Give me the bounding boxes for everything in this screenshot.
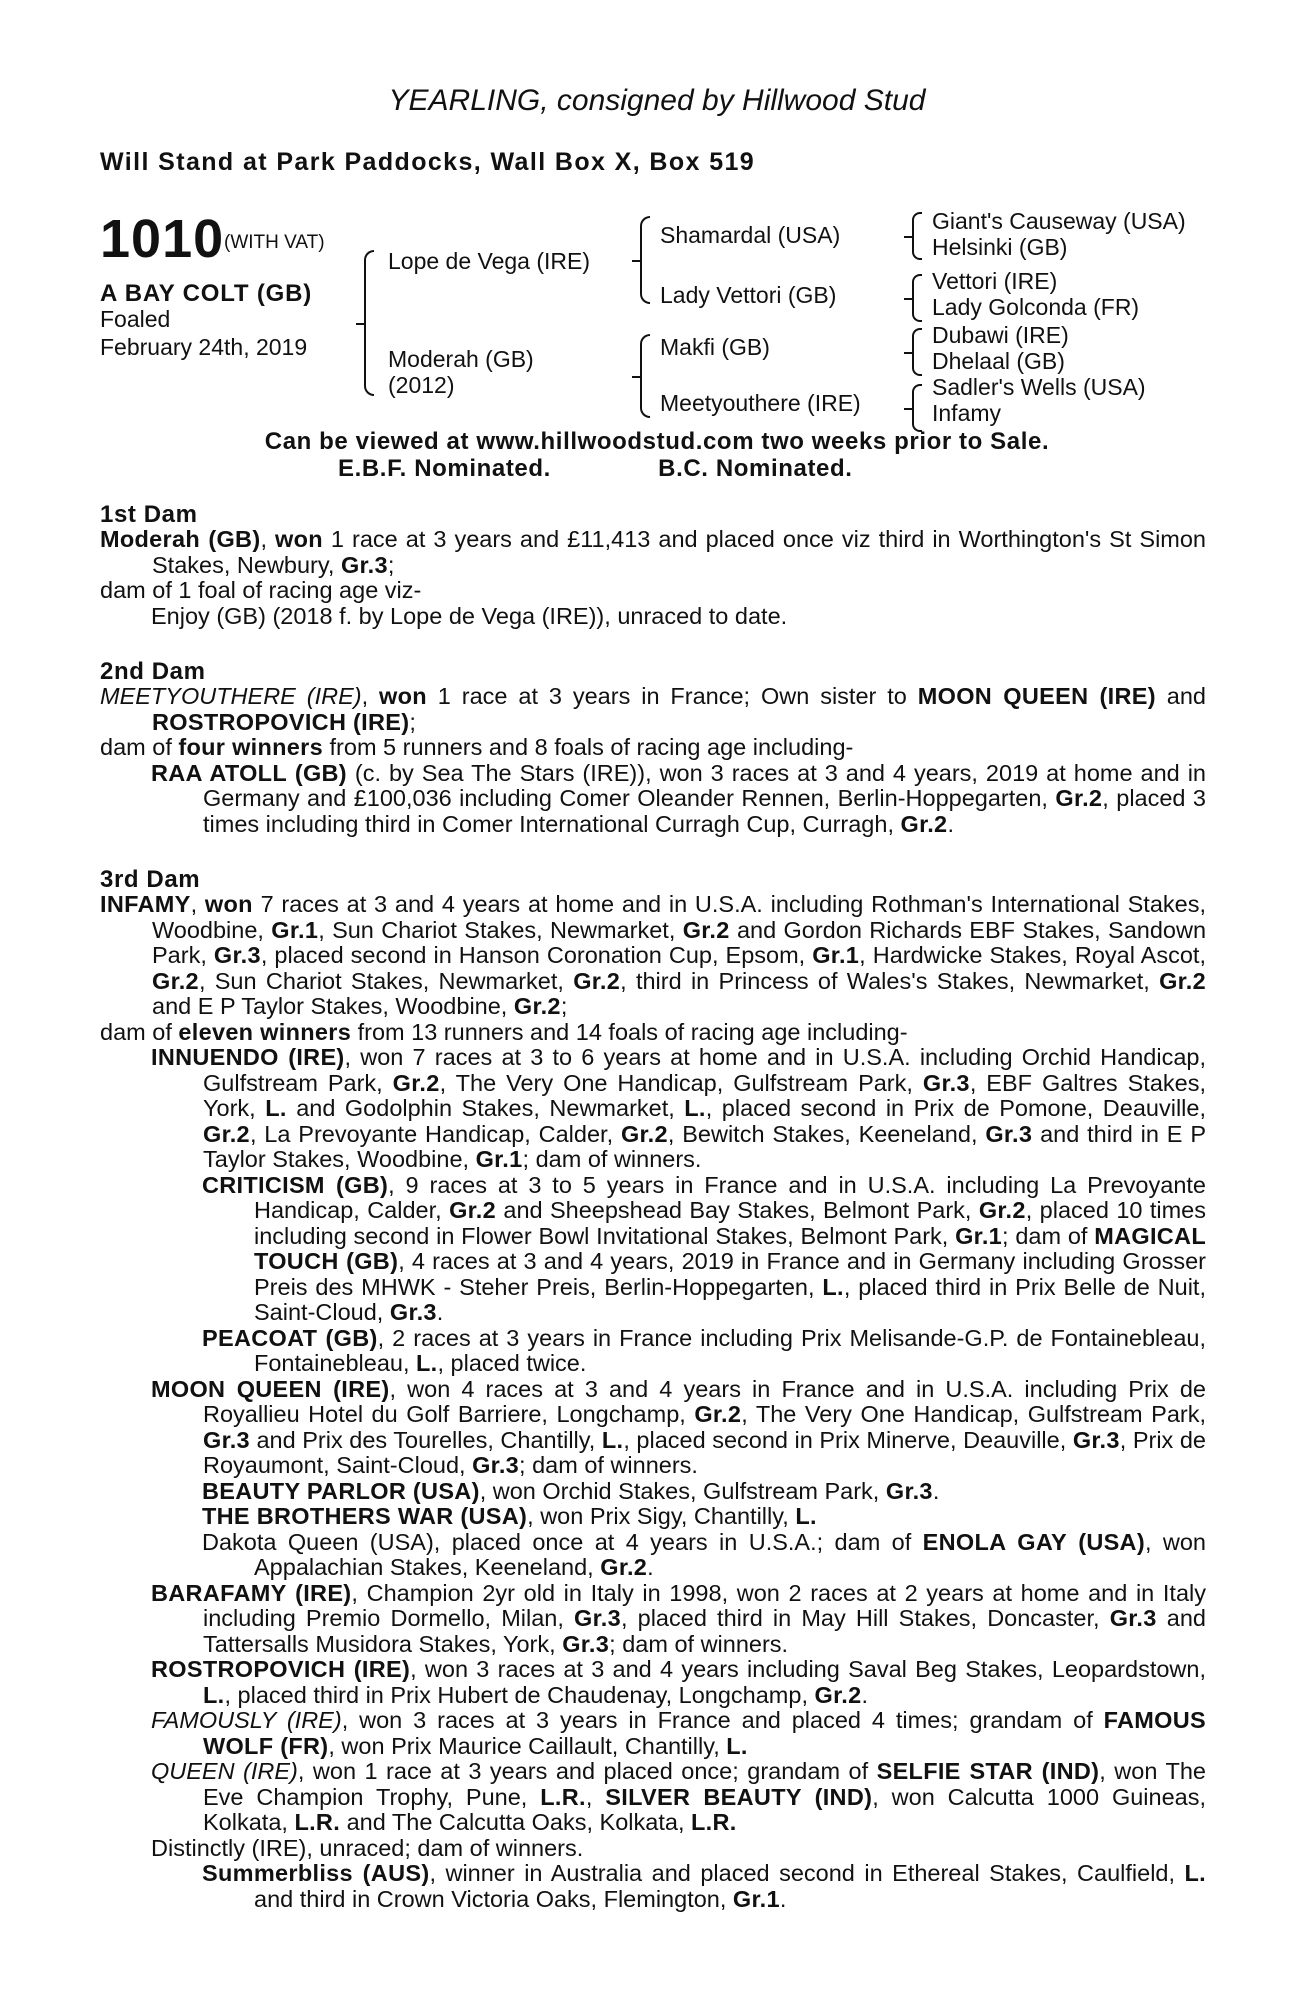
text-run: Dakota Queen (USA), placed once at 4 years in U.S.A.; dam of bbox=[202, 1528, 923, 1555]
bold-text: Gr.2 bbox=[900, 810, 948, 837]
text-run: , Sun Chariot Stakes, Newmarket, bbox=[318, 916, 683, 943]
pedigree-dam-dam: Meetyouthere (IRE) bbox=[660, 390, 861, 416]
pedigree-ggp-2: Helsinki (GB) bbox=[932, 234, 1068, 260]
bold-text: THE BROTHERS WAR (USA) bbox=[202, 1503, 528, 1529]
bold-text: MOON QUEEN (IRE) bbox=[151, 1375, 390, 1402]
text-run: , placed third in Prix Belle de Nuit, Saint-Cloud, bbox=[254, 1273, 1206, 1325]
text-run: ; dam of winners. bbox=[522, 1146, 702, 1172]
pedigree-ggp-5: Dubawi (IRE) bbox=[932, 322, 1069, 348]
bold-text: Gr.3 bbox=[922, 1069, 970, 1096]
text-run: 7 races at 3 and 4 years at home and in U.S.A. including Rothman's International Stakes, Woodbine, bbox=[152, 891, 1207, 943]
text-run: from 5 runners and 8 foals of racing age including- bbox=[323, 734, 854, 760]
text-run: and Prix des Tourelles, Chantilly, bbox=[249, 1426, 602, 1453]
bold-text: Gr.2 bbox=[513, 993, 561, 1019]
bold-text: ENOLA GAY (USA) bbox=[922, 1528, 1145, 1555]
bold-text: Gr.2 bbox=[152, 967, 199, 994]
pedigree-ggp-4: Lady Golconda (FR) bbox=[932, 294, 1140, 320]
text-run: , won Orchid Stakes, Gulfstream Park, bbox=[479, 1477, 886, 1504]
bold-text: Gr.1 bbox=[271, 916, 319, 943]
text-run: Enjoy (GB) (2018 f. by Lope de Vega (IRE)), unraced to date. bbox=[151, 602, 788, 629]
bold-text: INNUENDO (IRE) bbox=[151, 1044, 345, 1070]
text-run: dam of bbox=[100, 1018, 179, 1045]
pedigree-sire-sire: Shamardal (USA) bbox=[660, 222, 841, 248]
bold-text: L. bbox=[726, 1732, 748, 1759]
pedigree-paragraph bbox=[100, 1020, 1206, 1046]
bold-text: Gr.2 bbox=[203, 1120, 250, 1147]
pedigree-sire: Lope de Vega (IRE) bbox=[388, 248, 591, 274]
text-run: , won 3 races at 3 years in France and placed 4 times; grandam of bbox=[341, 1707, 1104, 1733]
text-run: . bbox=[861, 1681, 868, 1708]
text-run: and Gordon Richards EBF Stakes, Sandown Park, bbox=[152, 916, 1207, 968]
pedigree-sire-dam: Lady Vettori (GB) bbox=[660, 282, 837, 308]
bold-text: FAMOUS WOLF (FR) bbox=[203, 1707, 1206, 1759]
bc-nomination: B.C. Nominated. bbox=[658, 455, 853, 482]
text-run: , bbox=[585, 1783, 606, 1810]
bold-text: L. bbox=[416, 1350, 438, 1376]
bold-text: L. bbox=[203, 1681, 225, 1708]
pedigree-brace-sire bbox=[640, 216, 650, 304]
text-run: , 4 races at 3 and 4 years, 2019 in France and in Germany including Grosser Preis des MHWK - Steher Preis, Berlin-Hoppegarten, bbox=[254, 1248, 1206, 1300]
pedigree-paragraph bbox=[100, 1836, 1206, 1862]
bold-text: Gr.2 bbox=[1159, 967, 1206, 994]
bold-text: CRITICISM (GB) bbox=[202, 1171, 389, 1198]
bold-text: four winners bbox=[178, 734, 323, 760]
text-run: , 2 races at 3 years in France including Prix Melisande-G.P. de Fontainebleau, Fontainebleau, bbox=[254, 1324, 1207, 1376]
pedigree-brace-main bbox=[364, 250, 374, 396]
text-run: . bbox=[436, 1299, 444, 1325]
text-run: and Tattersalls Musidora Stakes, York, bbox=[203, 1605, 1206, 1657]
text-run: ; dam of bbox=[1002, 1222, 1095, 1249]
bold-text: won bbox=[275, 526, 323, 552]
pedigree-paragraph bbox=[100, 1479, 1206, 1505]
pedigree-paragraph bbox=[100, 1708, 1206, 1759]
bold-text: Gr.3 bbox=[203, 1426, 250, 1453]
bold-text: won bbox=[379, 683, 427, 709]
text-run: ; bbox=[409, 708, 416, 735]
text-run: , placed 3 times including third in Comer International Curragh Cup, Curragh, bbox=[203, 785, 1206, 837]
dam-section-title: 1st Dam bbox=[100, 501, 198, 528]
text-run: (c. by Sea The Stars (IRE)), won 3 races at 3 and 4 years, 2019 at home and in Germany and £100,036 including Comer Oleander Rennen, Berlin-Hoppegarten, bbox=[203, 759, 1206, 811]
lot-number: 1010 bbox=[100, 209, 225, 269]
pedigree-paragraph bbox=[100, 1861, 1206, 1912]
consignor-line: YEARLING, consigned by Hillwood Stud bbox=[388, 84, 926, 117]
text-run: , placed twice. bbox=[437, 1350, 587, 1376]
bold-text: eleven winners bbox=[178, 1018, 352, 1045]
text-run: , third in Princess of Wales's Stakes, Newmarket, bbox=[620, 967, 1160, 994]
bold-text: Gr.1 bbox=[732, 1885, 780, 1912]
pedigree-dam-year: (2012) bbox=[388, 372, 455, 398]
pedigree-ggp-1: Giant's Causeway (USA) bbox=[932, 208, 1186, 234]
bold-text: ROSTROPOVICH (IRE) bbox=[151, 1656, 411, 1682]
bold-text: SELFIE STAR (IND) bbox=[876, 1758, 1100, 1784]
foaled-label: Foaled bbox=[100, 306, 171, 332]
pedigree-paragraph bbox=[100, 1581, 1206, 1658]
text-run: and third in E P Taylor Stakes, Woodbine, bbox=[203, 1120, 1206, 1172]
text-run: dam of 1 foal of racing age viz- bbox=[100, 577, 422, 603]
bold-text: Gr.1 bbox=[812, 942, 860, 968]
text-run: , bbox=[190, 891, 205, 917]
text-run: , placed second in Prix Minerve, Deauville, bbox=[623, 1426, 1073, 1453]
dam-section-title: 3rd Dam bbox=[100, 866, 201, 893]
bold-text: ROSTROPOVICH (IRE) bbox=[152, 708, 410, 735]
text-run: , Hardwicke Stakes, Royal Ascot, bbox=[859, 942, 1206, 968]
text-run: , won 7 races at 3 to 6 years at home and in U.S.A. including Orchid Handicap, Gulfstream Park, bbox=[203, 1044, 1206, 1096]
bold-text: Gr.3 bbox=[1072, 1426, 1120, 1453]
pedigree-paragraph bbox=[100, 735, 1206, 761]
text-run: ; bbox=[560, 993, 568, 1019]
pedigree-paragraph bbox=[100, 1326, 1206, 1377]
vat-note: (WITH VAT) bbox=[224, 232, 325, 253]
pedigree-dam: Moderah (GB) bbox=[388, 346, 534, 372]
text-run: , 9 races at 3 to 5 years in France and in U.S.A. including La Prevoyante Handicap, Calder, bbox=[254, 1171, 1206, 1223]
bold-text: Gr.3 bbox=[885, 1477, 933, 1504]
bold-text: MAGICAL TOUCH (GB) bbox=[254, 1222, 1206, 1274]
bold-text: Gr.2 bbox=[600, 1554, 648, 1580]
bold-text: L. bbox=[684, 1095, 706, 1121]
pedigree-paragraph bbox=[100, 684, 1206, 735]
text-run: , won 1 race at 3 years and placed once; grandam of bbox=[297, 1758, 877, 1784]
text-run: , won The Eve Champion Trophy, Pune, bbox=[203, 1758, 1206, 1810]
bold-text: Gr.2 bbox=[392, 1069, 440, 1096]
pedigree-paragraph bbox=[100, 1504, 1206, 1530]
bold-text: Gr.2 bbox=[573, 967, 621, 994]
dam-section bbox=[100, 867, 1206, 1912]
text-run: , won 3 races at 3 and 4 years including Saval Beg Stakes, Leopardstown, bbox=[410, 1656, 1206, 1682]
text-run: . bbox=[932, 1477, 940, 1504]
bold-text: Gr.2 bbox=[682, 916, 730, 943]
bold-text: BEAUTY PARLOR (USA) bbox=[202, 1477, 480, 1504]
foaled-date: February 24th, 2019 bbox=[100, 334, 308, 360]
text-run: , placed third in Prix Hubert de Chaudenay, Longchamp, bbox=[224, 1681, 815, 1708]
bold-text: Gr.1 bbox=[955, 1222, 1003, 1249]
text-run: , EBF Galtres Stakes, York, bbox=[203, 1069, 1207, 1121]
bold-text: Gr.3 bbox=[985, 1120, 1033, 1147]
text-run: , winner in Australia and placed second in Ethereal Stakes, Caulfield, bbox=[429, 1860, 1185, 1886]
bold-text: Gr.3 bbox=[562, 1630, 610, 1657]
bold-text: Gr.3 bbox=[574, 1605, 621, 1631]
text-run: , placed second in Prix de Pomone, Deauville, bbox=[705, 1095, 1206, 1121]
dam-sections bbox=[100, 502, 1206, 1942]
bold-text: L.R. bbox=[294, 1809, 341, 1835]
text-run: , won Prix Sigy, Chantilly, bbox=[527, 1503, 796, 1529]
pedigree-ggp-6: Dhelaal (GB) bbox=[932, 348, 1065, 374]
text-run: ; dam of winners. bbox=[609, 1630, 789, 1657]
bold-text: Gr.2 bbox=[978, 1197, 1026, 1223]
text-run: 1 race at 3 years and £11,413 and placed once viz third in Worthington's St Simon Stakes, Newbury, bbox=[152, 526, 1207, 578]
pedigree-paragraph bbox=[100, 1377, 1206, 1479]
pedigree-paragraph bbox=[100, 1759, 1206, 1836]
lot-description: A BAY COLT (GB) bbox=[100, 280, 313, 307]
bold-text: Moderah (GB) bbox=[100, 526, 261, 552]
bold-text: Gr.2 bbox=[814, 1681, 862, 1708]
text-run: from 13 runners and 14 foals of racing age including- bbox=[351, 1018, 908, 1045]
text-run: , Sun Chariot Stakes, Newmarket, bbox=[198, 967, 574, 994]
text-run: and Godolphin Stakes, Newmarket, bbox=[286, 1095, 685, 1121]
text-run: , La Prevoyante Handicap, Calder, bbox=[249, 1120, 621, 1147]
italic-text: MEETYOUTHERE (IRE) bbox=[100, 683, 362, 709]
text-run: , placed 10 times including second in Flower Bowl Invitational Stakes, Belmont Park, bbox=[254, 1197, 1206, 1249]
bold-text: Gr.2 bbox=[449, 1197, 496, 1223]
text-run: , Champion 2yr old in Italy in 1998, won 2 races at 2 years at home and in Italy including Premio Dormello, Milan, bbox=[203, 1579, 1207, 1631]
text-run: . bbox=[779, 1885, 787, 1912]
bold-text: MOON QUEEN (IRE) bbox=[917, 683, 1156, 709]
pedigree-brace-ggp-2 bbox=[912, 274, 922, 322]
nominations bbox=[338, 455, 853, 483]
bold-text: Gr.2 bbox=[620, 1120, 668, 1147]
text-run: , The Very One Handicap, Gulfstream Park, bbox=[439, 1069, 923, 1096]
pedigree-paragraph bbox=[100, 578, 1206, 604]
text-run: , bbox=[260, 526, 276, 552]
pedigree-paragraph bbox=[100, 604, 1206, 630]
bold-text: L.R. bbox=[691, 1809, 737, 1835]
bold-text: Gr.2 bbox=[1055, 785, 1103, 811]
viewing-note: Can be viewed at www.hillwoodstud.com two weeks prior to Sale. bbox=[264, 428, 1050, 455]
bold-text: Summerbliss (AUS) bbox=[202, 1860, 430, 1886]
dam-section bbox=[100, 502, 1206, 629]
text-run: dam of bbox=[100, 734, 179, 760]
text-run: Distinctly (IRE), unraced; dam of winners. bbox=[151, 1834, 584, 1861]
text-run: , won Appalachian Stakes, Keeneland, bbox=[254, 1528, 1207, 1580]
bold-text: L. bbox=[795, 1503, 817, 1529]
text-run: , won 4 races at 3 and 4 years in France and in U.S.A. including Prix de Royallieu Hotel du Golf Barriere, Longchamp, bbox=[203, 1375, 1206, 1427]
pedigree-ggp-8: Infamy bbox=[932, 400, 1002, 426]
bold-text: Gr.3 bbox=[472, 1452, 520, 1478]
pedigree-paragraph bbox=[100, 527, 1206, 578]
text-run: and third in Crown Victoria Oaks, Flemington, bbox=[254, 1885, 733, 1912]
pedigree-ggp-3: Vettori (IRE) bbox=[932, 268, 1058, 294]
pedigree-dam-sire: Makfi (GB) bbox=[660, 334, 770, 360]
pedigree-brace-ggp-1 bbox=[912, 212, 922, 260]
text-run: ; dam of winners. bbox=[519, 1452, 698, 1478]
pedigree-paragraph bbox=[100, 1530, 1206, 1581]
bold-text: Gr.3 bbox=[1109, 1605, 1157, 1631]
italic-text: FAMOUSLY (IRE) bbox=[151, 1707, 342, 1733]
text-run: , The Very One Handicap, Gulfstream Park, bbox=[741, 1401, 1206, 1427]
text-run: , won Calcutta 1000 Guineas, Kolkata, bbox=[203, 1783, 1207, 1835]
stand-location: Will Stand at Park Paddocks, Wall Box X, Box 519 bbox=[100, 148, 756, 176]
bold-text: Gr.1 bbox=[475, 1146, 523, 1172]
text-run: , Bewitch Stakes, Keeneland, bbox=[667, 1120, 986, 1147]
bold-text: L. bbox=[601, 1426, 624, 1453]
pedigree-ggp-7: Sadler's Wells (USA) bbox=[932, 374, 1146, 400]
pedigree-brace-dam bbox=[640, 334, 650, 418]
italic-text: QUEEN (IRE) bbox=[151, 1758, 298, 1784]
text-run: , won Prix Maurice Caillault, Chantilly, bbox=[328, 1732, 727, 1759]
bold-text: L. bbox=[265, 1095, 287, 1121]
bold-text: Gr.3 bbox=[340, 551, 388, 578]
bold-text: Gr.3 bbox=[213, 942, 261, 968]
bold-text: L. bbox=[822, 1273, 844, 1300]
pedigree-brace-ggp-3 bbox=[912, 328, 922, 376]
bold-text: Gr.3 bbox=[389, 1299, 437, 1325]
bold-text: Gr.2 bbox=[694, 1401, 742, 1427]
bold-text: L.R. bbox=[540, 1783, 586, 1810]
text-run: , bbox=[361, 683, 380, 709]
bold-text: INFAMY bbox=[100, 891, 191, 917]
bold-text: BARAFAMY (IRE) bbox=[151, 1579, 352, 1606]
text-run: , Prix de Royaumont, Saint-Cloud, bbox=[203, 1426, 1206, 1478]
dam-section-title: 2nd Dam bbox=[100, 658, 206, 685]
pedigree-paragraph bbox=[100, 1657, 1206, 1708]
text-run: , placed third in May Hill Stakes, Doncaster, bbox=[620, 1605, 1110, 1631]
bold-text: SILVER BEAUTY (IND) bbox=[605, 1783, 873, 1810]
pedigree-paragraph bbox=[100, 892, 1206, 1020]
bold-text: won bbox=[204, 891, 253, 917]
text-run: , placed second in Hanson Coronation Cup, Epsom, bbox=[260, 942, 813, 968]
text-run: ; bbox=[387, 551, 395, 578]
text-run: and bbox=[1155, 683, 1206, 709]
pedigree-paragraph bbox=[100, 1173, 1206, 1326]
bold-text: RAA ATOLL (GB) bbox=[151, 759, 347, 786]
text-run: 1 race at 3 years in France; Own sister to bbox=[426, 683, 918, 709]
text-run: . bbox=[947, 810, 954, 837]
pedigree-brace-ggp-4 bbox=[912, 384, 922, 432]
text-run: . bbox=[647, 1554, 654, 1580]
pedigree-paragraph bbox=[100, 761, 1206, 838]
text-run: and E P Taylor Stakes, Woodbine, bbox=[152, 993, 514, 1019]
text-run: and Sheepshead Bay Stakes, Belmont Park, bbox=[496, 1197, 979, 1223]
bold-text: L. bbox=[1184, 1860, 1206, 1886]
dam-section bbox=[100, 659, 1206, 837]
text-run: and The Calcutta Oaks, Kolkata, bbox=[340, 1809, 691, 1835]
bold-text: PEACOAT (GB) bbox=[202, 1324, 378, 1351]
ebf-nomination: E.B.F. Nominated. bbox=[338, 455, 551, 482]
pedigree-paragraph bbox=[100, 1045, 1206, 1173]
